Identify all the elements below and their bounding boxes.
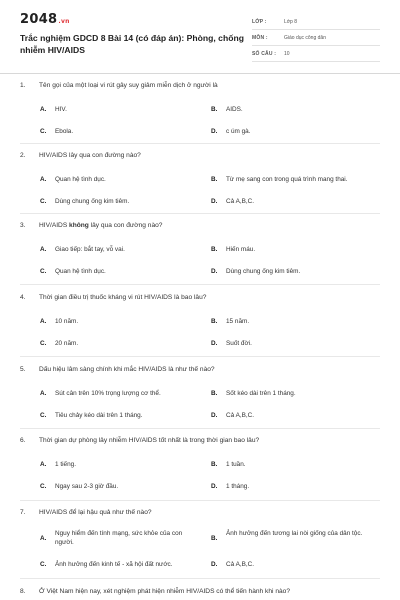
answer-option[interactable]: C. Ngay sau 2-3 giờ đầu.	[40, 483, 119, 490]
page-header	[0, 0, 400, 74]
question-text: 8. Ở Việt Nam hiện nay, xét nghiệm phát hiện nhiễm HIV/AIDS có thể tiến hành khi nào?	[20, 588, 290, 595]
answer-option[interactable]: A. 10 năm.	[40, 318, 79, 325]
logo-suffix: .vn	[58, 18, 70, 25]
divider	[20, 284, 380, 285]
answer-option[interactable]: D. Cả A,B,C.	[211, 198, 255, 205]
question-text: 1. Tên gọi của một loại vi rút gây suy giảm miễn dịch ở người là	[20, 82, 218, 89]
answer-option[interactable]: D. Cả A,B,C.	[211, 561, 255, 568]
meta-label: LỚP :	[252, 18, 267, 25]
answer-option[interactable]: A. Quan hệ tình dục.	[40, 176, 106, 183]
answer-option[interactable]: A. Nguy hiểm đến tính mạng, sức khỏe của con người.	[40, 530, 183, 546]
meta-row-class	[252, 14, 380, 30]
divider	[20, 213, 380, 214]
question-text: 3. HIV/AIDS không lây qua con đường nào?	[20, 222, 163, 229]
answer-option[interactable]: A. Sút cân trên 10% trọng lượng cơ thể.	[40, 390, 161, 397]
answer-option[interactable]: B. 15 năm.	[211, 318, 250, 325]
divider	[20, 143, 380, 144]
meta-value: 10	[284, 50, 290, 57]
question-text: 6. Thời gian dự phòng lây nhiễm HIV/AIDS tốt nhất là trong thời gian bao lâu?	[20, 437, 260, 444]
answer-option[interactable]: A. 1 tiếng.	[40, 461, 76, 468]
answer-option[interactable]: C. 20 năm.	[40, 340, 79, 347]
meta-row-subject	[252, 30, 380, 46]
answer-option[interactable]: B. 1 tuần.	[211, 461, 246, 468]
answer-option[interactable]: B. AIDS.	[211, 106, 243, 113]
page-title: Trắc nghiệm GDCD 8 Bài 14 (có đáp án): Phòng, chống nhiễm HIV/AIDS	[20, 33, 244, 55]
answer-option[interactable]: B. Ảnh hưởng đến tương lai nòi giống của dân tộc.	[211, 530, 363, 542]
answer-option[interactable]: C. Dùng chung ống kim tiêm.	[40, 198, 130, 205]
answer-option[interactable]: C. Ebola.	[40, 128, 74, 135]
meta-label: SỐ CÂU :	[252, 50, 277, 57]
quiz-meta	[252, 14, 380, 62]
meta-row-count	[252, 46, 380, 62]
answer-option[interactable]: D. Suốt đời.	[211, 340, 252, 347]
logo-text: 2048	[20, 12, 58, 27]
answer-option[interactable]: B. Hiến máu.	[211, 246, 256, 253]
divider	[20, 428, 380, 429]
answer-option[interactable]: D. Dùng chung ống kim tiêm.	[211, 268, 301, 275]
answer-option[interactable]: C. Ảnh hưởng đến kinh tế - xã hội đất nước.	[40, 561, 173, 568]
question-text: 2. HIV/AIDS lây qua con đường nào?	[20, 152, 141, 159]
divider	[20, 500, 380, 501]
site-logo[interactable]	[20, 12, 70, 27]
answer-option[interactable]: C. Tiêu chảy kéo dài trên 1 tháng.	[40, 412, 143, 419]
answer-option[interactable]: D. c úm gà.	[211, 128, 251, 135]
answer-option[interactable]: B. Từ mẹ sang con trong quá trình mang thai.	[211, 176, 348, 183]
question-text: 7. HIV/AIDS để lại hậu quả như thế nào?	[20, 509, 152, 516]
meta-label: MÔN :	[252, 34, 268, 41]
question-text: 4. Thời gian điều trị thuốc kháng vi rút HIV/AIDS là bao lâu?	[20, 294, 207, 301]
meta-value: Giáo dục công dân	[284, 34, 326, 41]
question-text: 5. Dấu hiệu lâm sàng chính khi mắc HIV/AIDS là như thế nào?	[20, 366, 215, 373]
divider	[20, 578, 380, 579]
divider	[20, 356, 380, 357]
answer-option[interactable]: A. Giao tiếp: bắt tay, vỗ vai.	[40, 246, 125, 253]
answer-option[interactable]: A. HIV.	[40, 106, 67, 113]
answer-option[interactable]: D. 1 tháng.	[211, 483, 250, 490]
answer-option[interactable]: D. Cả A,B,C.	[211, 412, 255, 419]
meta-value: Lớp 8	[284, 18, 298, 25]
answer-option[interactable]: B. Sốt kéo dài trên 1 tháng.	[211, 390, 296, 397]
answer-option[interactable]: C. Quan hệ tình dục.	[40, 268, 106, 275]
